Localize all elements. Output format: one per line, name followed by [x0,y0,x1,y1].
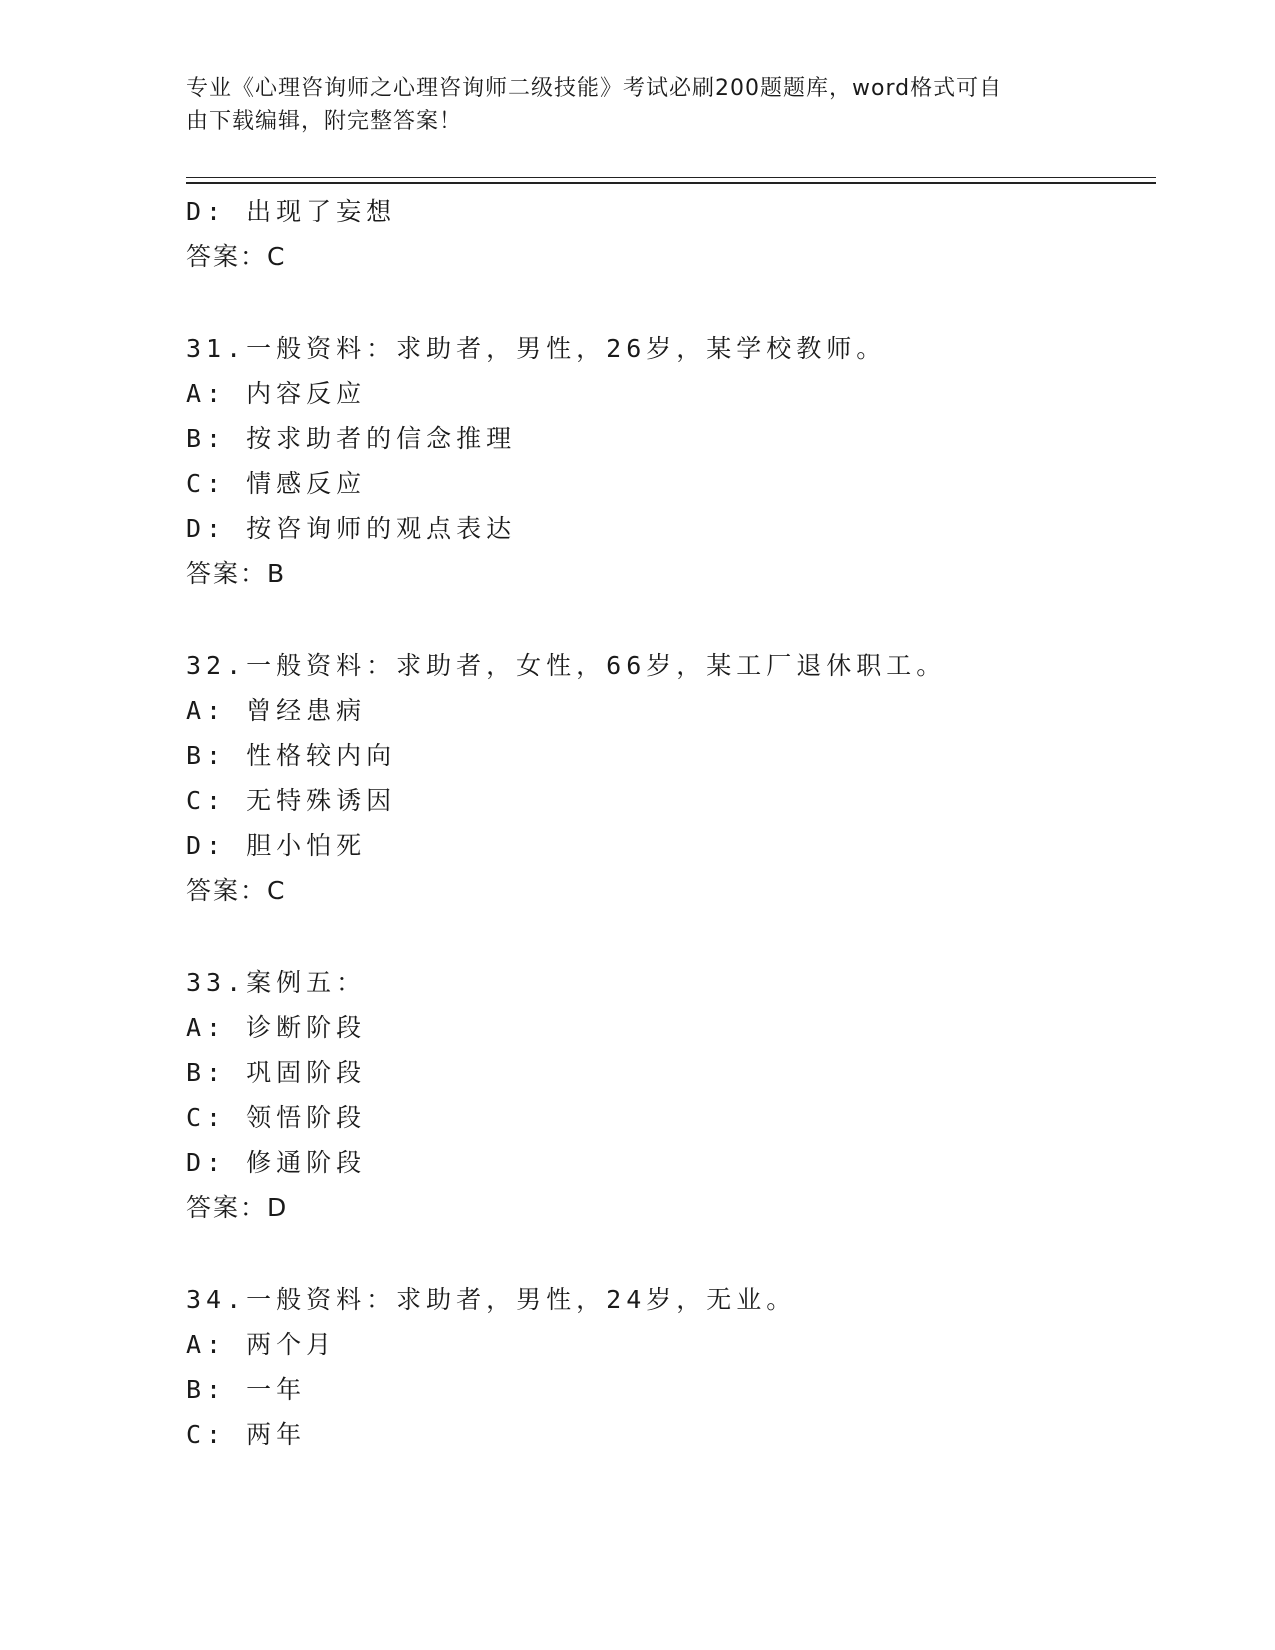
question-block-32 [186,643,1146,913]
question-block-34 [186,1277,1146,1457]
document-header [186,72,1066,138]
spacer [186,913,1146,960]
option-b: B: 巩固阶段 [186,1058,367,1087]
question-stem: 32.一般资料：求助者，女性，66岁，某工厂退休职工。 [186,651,947,680]
option-c: C: 情感反应 [186,469,367,498]
header-line-1: 专业《心理咨询师之心理咨询师二级技能》考试必刷200题题库，word格式可自 [186,76,1003,101]
option-b: B: 一年 [186,1375,307,1404]
header-divider-thin [186,177,1156,178]
question-stem: 34.一般资料：求助者，男性，24岁，无业。 [186,1285,797,1314]
spacer [186,279,1146,326]
option-a: A: 内容反应 [186,379,367,408]
spacer [186,1230,1146,1277]
option-a: A: 诊断阶段 [186,1013,367,1042]
option-a: A: 曾经患病 [186,696,367,725]
question-block-31 [186,326,1146,596]
question-stem: 33.案例五： [186,968,367,997]
prev-option-d: D: 出现了妄想 [186,197,397,226]
document-body [186,189,1146,1457]
option-d: D: 按咨询师的观点表达 [186,514,517,543]
option-d: D: 胆小怕死 [186,831,367,860]
header-line-2: 由下载编辑，附完整答案！ [186,109,463,134]
header-divider-thick [186,182,1156,184]
option-d: D: 修通阶段 [186,1148,367,1177]
option-b: B: 按求助者的信念推理 [186,424,517,453]
option-b: B: 性格较内向 [186,741,397,770]
answer: 答案：B [186,559,287,588]
question-block-33 [186,960,1146,1230]
spacer [186,596,1146,643]
option-c: C: 无特殊诱因 [186,786,397,815]
option-c: C: 领悟阶段 [186,1103,367,1132]
answer: 答案：C [186,876,287,905]
question-stem: 31.一般资料：求助者，男性，26岁，某学校教师。 [186,334,887,363]
option-c: C: 两年 [186,1420,307,1449]
answer: 答案：D [186,1193,289,1222]
option-a: A: 两个月 [186,1330,337,1359]
prev-answer: 答案：C [186,242,287,271]
